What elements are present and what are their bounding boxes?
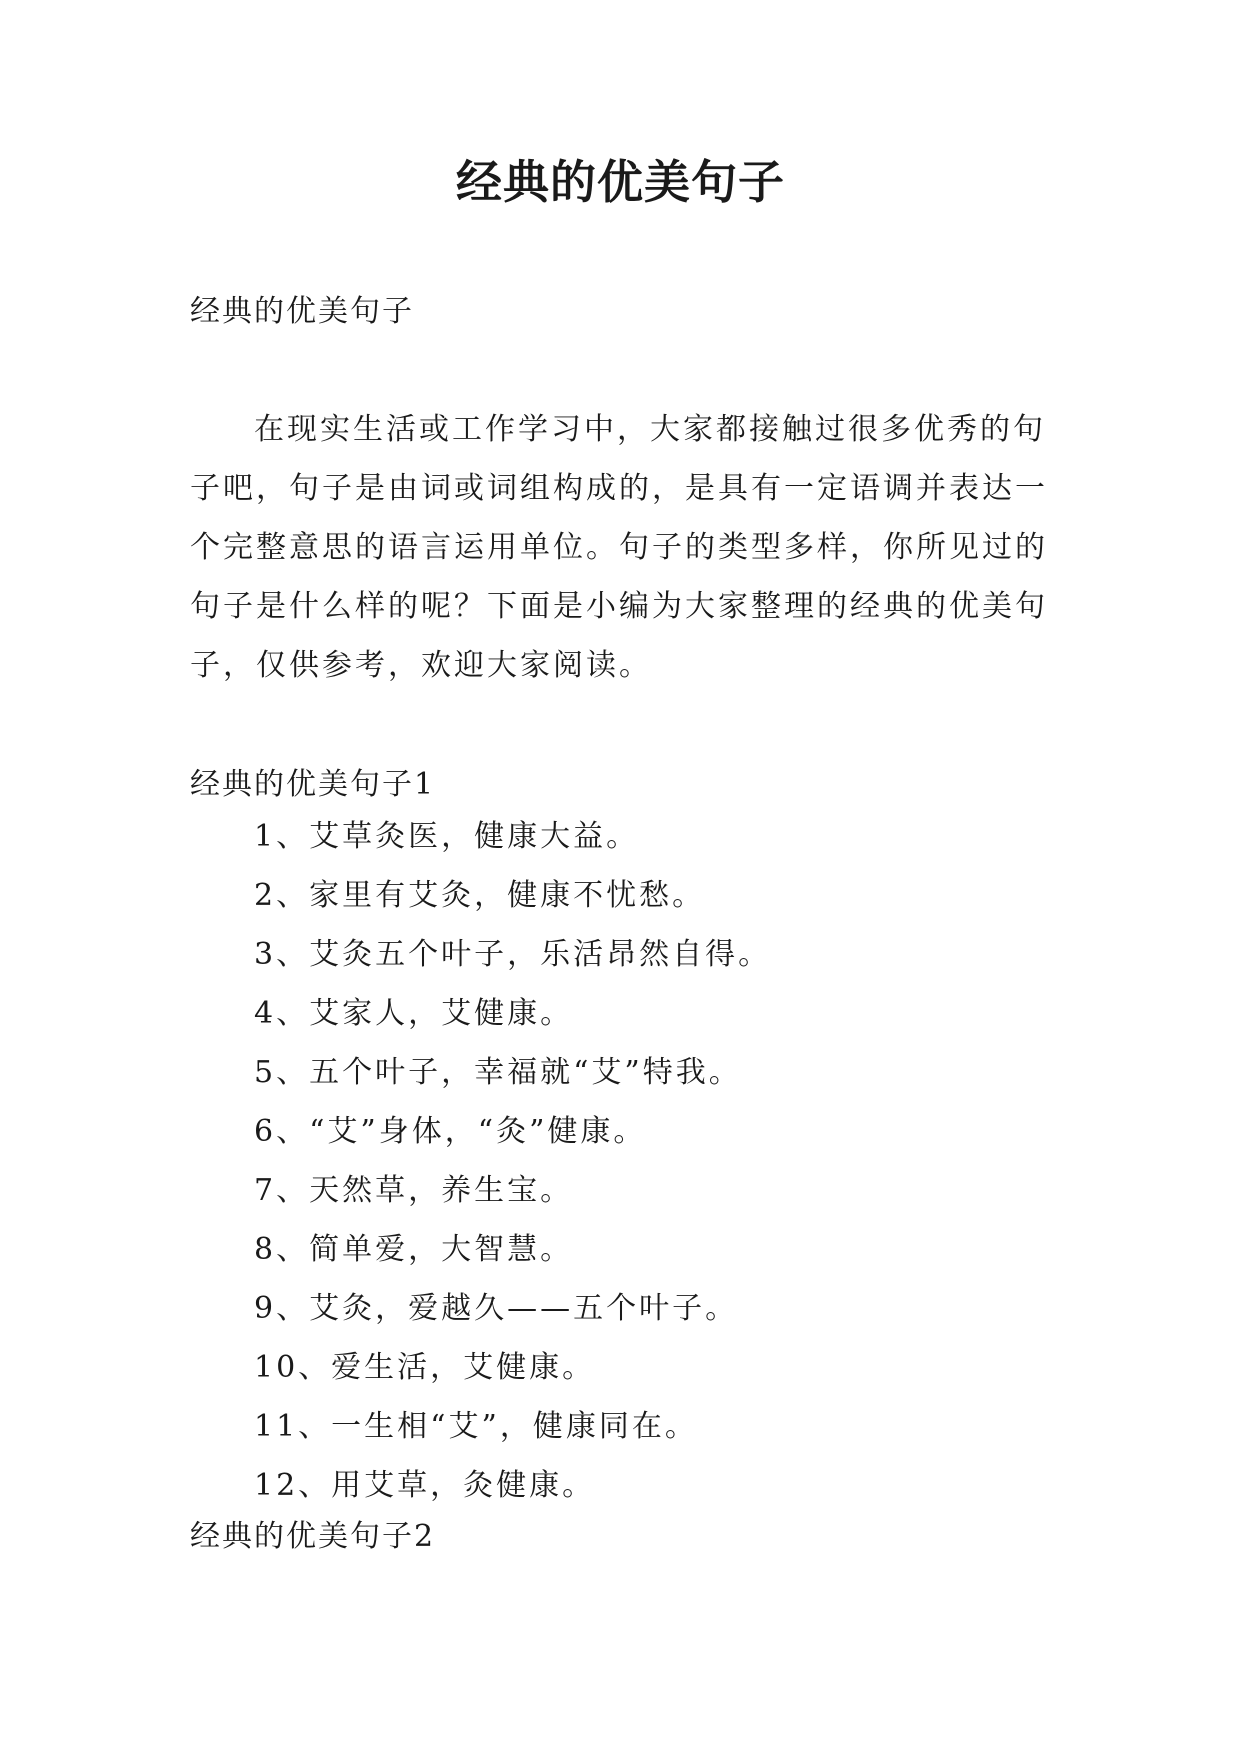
list-item: 9、艾灸，爱越久——五个叶子。 [254, 1291, 739, 1326]
list-item: 7、天然草，养生宝。 [254, 1173, 574, 1208]
list-item: 10、爱生活，艾健康。 [254, 1350, 596, 1385]
list-item: 12、用艾草，灸健康。 [254, 1468, 596, 1503]
sentence-list [190, 807, 1060, 1515]
list-item: 5、五个叶子，幸福就“艾”特我。 [254, 1055, 742, 1090]
list-item: 2、家里有艾灸，健康不忧愁。 [254, 878, 706, 913]
list-item: 11、一生相“艾”，健康同在。 [254, 1409, 698, 1444]
list-item: 8、简单爱，大智慧。 [254, 1232, 574, 1267]
list-item: 1、艾草灸医，健康大益。 [254, 819, 640, 854]
list-item: 4、艾家人，艾健康。 [254, 996, 574, 1031]
intro-paragraph: 在现实生活或工作学习中，大家都接触过很多优秀的句子吧，句子是由词或词组构成的，是具有一定语调并表达一个完整意思的语言运用单位。句子的类型多样，你所见过的句子是什么样的呢？下面是小编为大家整理的经典的优美句子，仅供参考，欢迎大家阅读。 [190, 412, 1048, 683]
list-item: 6、“艾”身体，“灸”健康。 [254, 1114, 647, 1149]
section-heading-2: 经典的优美句子2 [190, 1519, 436, 1554]
section-heading-1: 经典的优美句子1 [190, 767, 436, 802]
document-subtitle: 经典的优美句子 [190, 294, 414, 329]
list-item: 3、艾灸五个叶子，乐活昂然自得。 [254, 937, 772, 972]
document-body [190, 290, 1060, 1559]
document-title: 经典的优美句子 [456, 155, 785, 209]
